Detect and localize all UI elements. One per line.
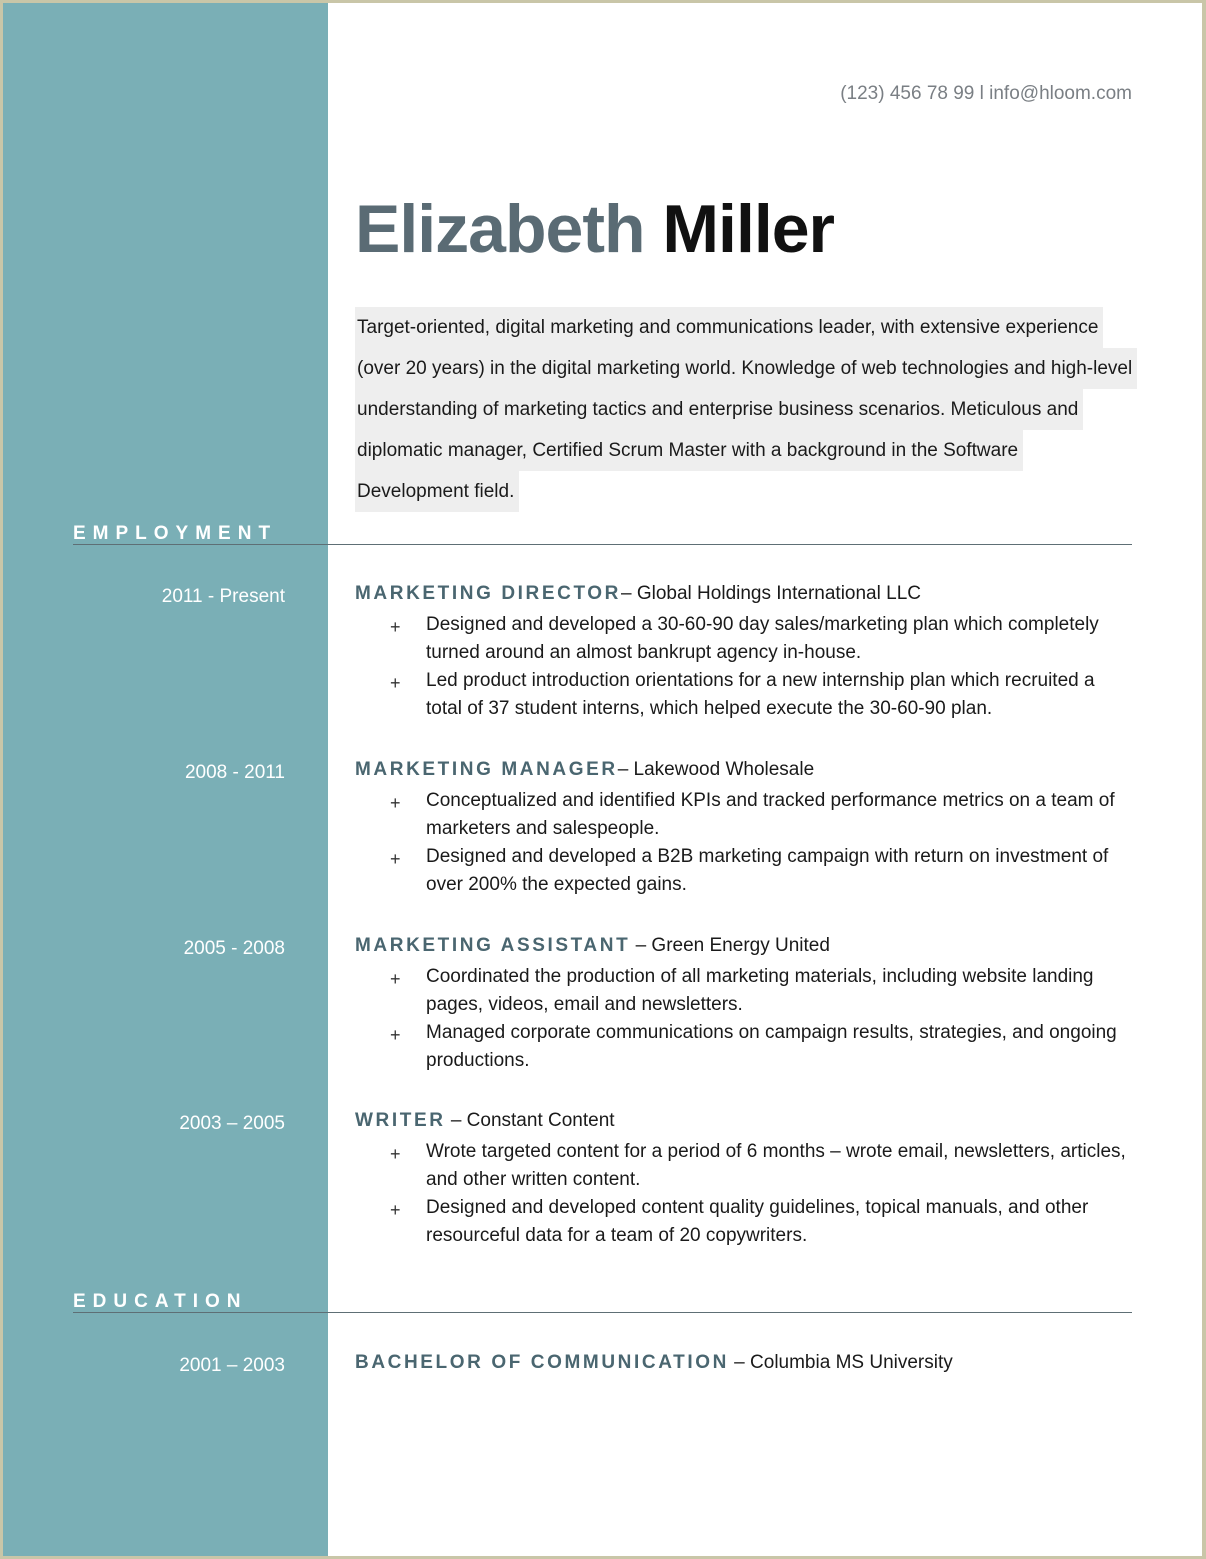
job-bullet: [355, 787, 1131, 843]
job-bullets: [355, 787, 1145, 899]
plus-icon: +: [390, 969, 401, 989]
job-bullet: [355, 667, 1131, 723]
school: – Columbia MS University: [728, 1352, 953, 1373]
job-bullet-text: Led product introduction orientations for a new internship plan which recruited a total of 37 student interns, which helped execute the 30-60-90 plan.: [426, 670, 1095, 719]
job-dates: 2011 - Present: [161, 586, 285, 607]
education-heading: EDUCATION: [73, 1291, 248, 1312]
plus-icon: +: [390, 673, 401, 693]
job-bullet: [355, 843, 1131, 899]
job-dates: 2005 - 2008: [183, 938, 285, 959]
plus-icon: +: [390, 1025, 401, 1045]
job-entry: [355, 935, 1145, 1075]
job-bullet-text: Managed corporate communications on campaign results, strategies, and ongoing productions.: [426, 1022, 1117, 1071]
job-bullet: [355, 963, 1131, 1019]
job-role: MARKETING DIRECTOR: [355, 583, 622, 604]
job-bullet-text: Designed and developed content quality guidelines, topical manuals, and other resourceful data for a team of 20 copywriters.: [426, 1197, 1089, 1246]
summary-text: Target-oriented, digital marketing and communications leader, with extensive experience (over 20 years) in the digital marketing world. Knowledge of web technologies and high-level understanding of marketing tactics and enterprise business scenarios. Meticulous and diplomatic manager, Certified Scrum Master with a background in the Software Development field.: [355, 307, 1137, 512]
job-bullet-text: Conceptualized and identified KPIs and tracked performance metrics on a team of marketers and salespeople.: [426, 790, 1115, 839]
job-entry: [355, 1110, 1145, 1250]
education-dates: 2001 – 2003: [179, 1355, 285, 1376]
job-title: [355, 583, 1145, 611]
job-dates: 2003 – 2005: [179, 1113, 285, 1134]
job-bullet-text: Coordinated the production of all marketing materials, including website landing pages, videos, email and newsletters.: [426, 966, 1094, 1015]
job-dates: 2008 - 2011: [184, 762, 285, 783]
employment-heading: EMPLOYMENT: [73, 523, 278, 544]
last-name: Miller: [662, 191, 835, 267]
plus-icon: +: [390, 617, 401, 637]
job-title: [355, 935, 1145, 963]
job-bullet-text: Wrote targeted content for a period of 6 months – wrote email, newsletters, articles, and other written content.: [426, 1141, 1126, 1190]
job-company: – Lakewood Wholesale: [617, 759, 815, 780]
plus-icon: +: [390, 1144, 401, 1164]
plus-icon: +: [390, 849, 401, 869]
education-divider: [73, 1312, 1132, 1313]
education-entry: [355, 1352, 1145, 1380]
job-bullet: [355, 611, 1131, 667]
education-title: [355, 1352, 1145, 1380]
job-bullets: [355, 963, 1145, 1075]
first-name: Elizabeth: [355, 191, 645, 267]
job-bullet-text: Designed and developed a B2B marketing campaign with return on investment of over 200% the expected gains.: [426, 846, 1109, 895]
job-company: – Constant Content: [445, 1110, 615, 1131]
job-role: MARKETING MANAGER: [355, 759, 618, 780]
plus-icon: +: [390, 1200, 401, 1220]
job-bullet-text: Designed and developed a 30-60-90 day sales/marketing plan which completely turned around an almost bankrupt agency in-house.: [426, 614, 1099, 663]
job-bullet: [355, 1019, 1131, 1075]
job-role: WRITER: [355, 1110, 446, 1131]
resume-page: [3, 3, 1202, 1556]
job-bullets: [355, 611, 1145, 723]
job-entry: [355, 759, 1145, 899]
job-company: – Global Holdings International LLC: [621, 583, 921, 604]
job-entry: [355, 583, 1145, 723]
job-title: [355, 1110, 1145, 1138]
job-bullet: [355, 1194, 1131, 1250]
summary: [355, 307, 1135, 512]
job-company: – Green Energy United: [630, 935, 830, 956]
job-title: [355, 759, 1145, 787]
contact-info: (123) 456 78 99 l info@hloom.com: [840, 83, 1132, 104]
candidate-name: [355, 191, 835, 267]
job-role: MARKETING ASSISTANT: [355, 935, 631, 956]
employment-divider: [73, 544, 1132, 545]
job-bullet: [355, 1138, 1131, 1194]
degree: BACHELOR OF COMMUNICATION: [355, 1352, 729, 1373]
job-bullets: [355, 1138, 1145, 1250]
plus-icon: +: [390, 793, 401, 813]
